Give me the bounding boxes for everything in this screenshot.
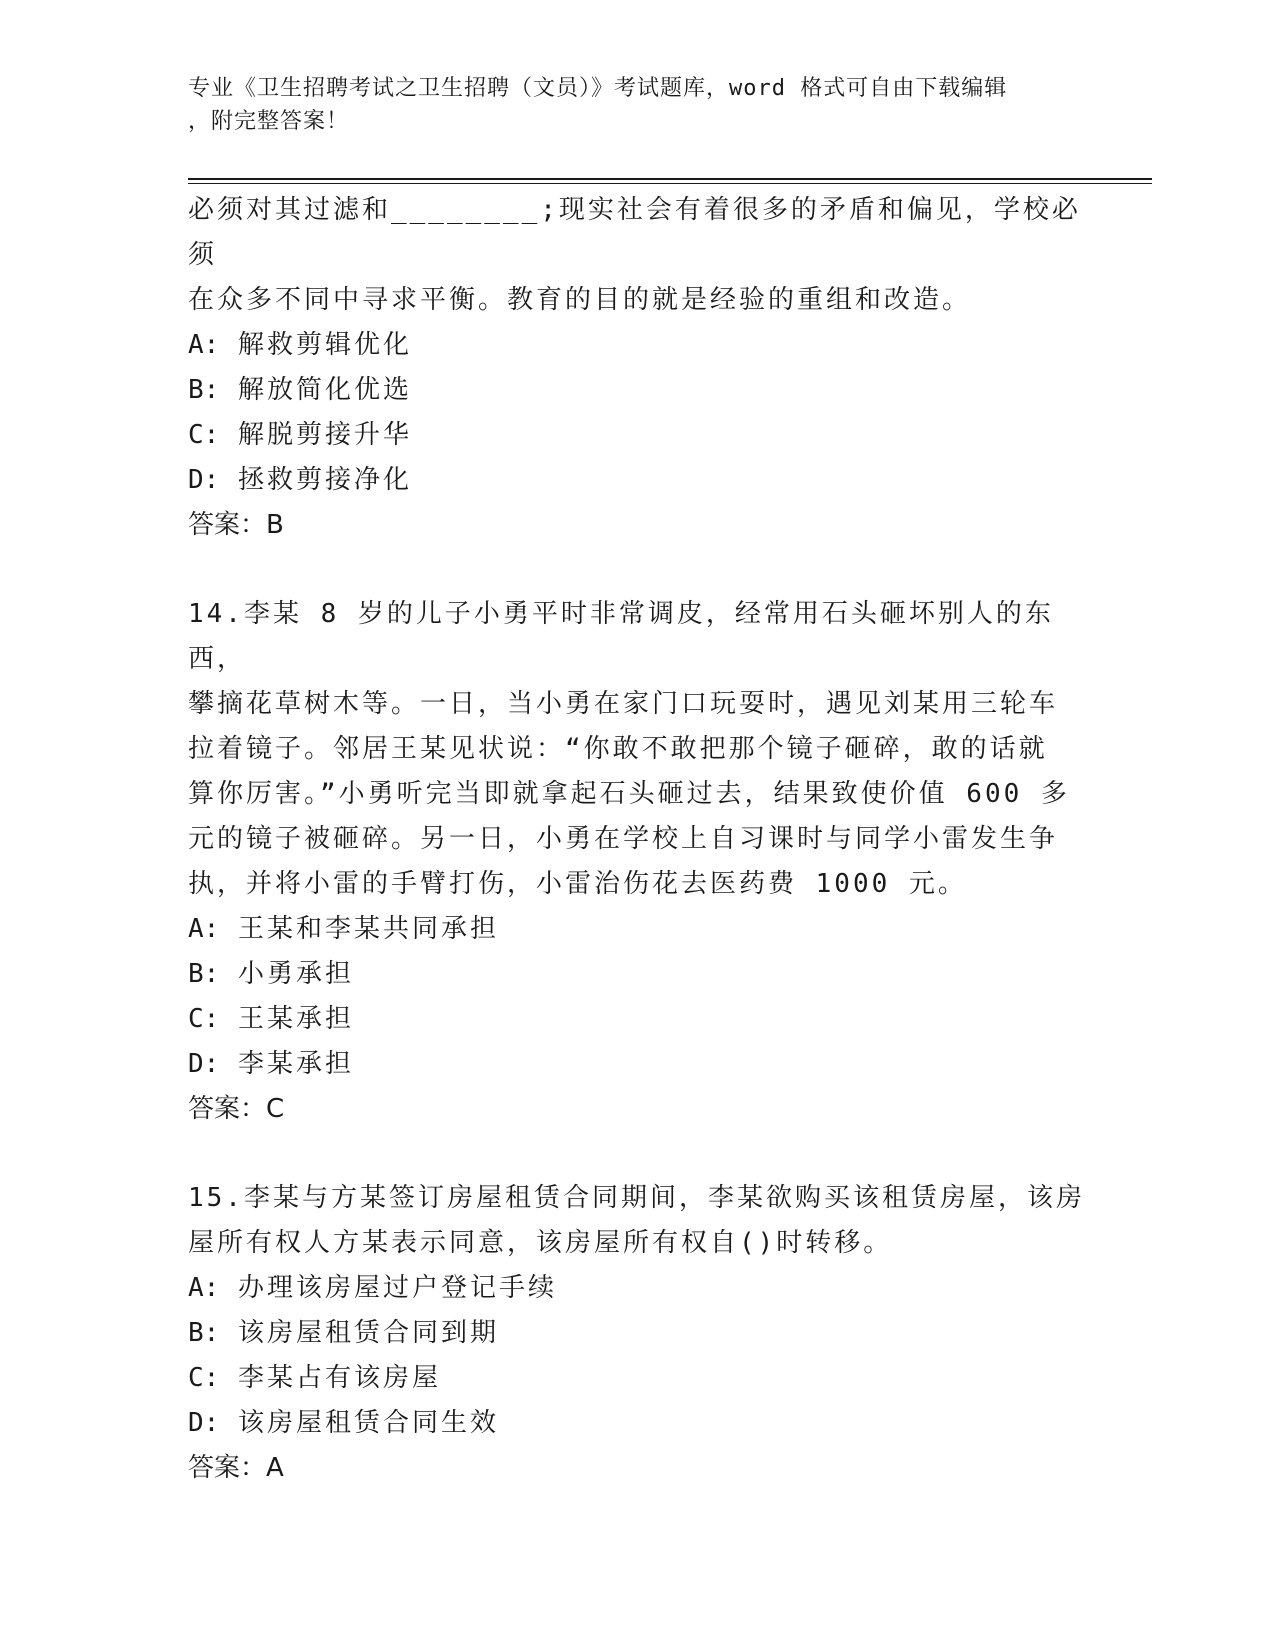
answer-line: 答案：B — [188, 510, 284, 540]
option-c — [188, 997, 1088, 1042]
option-text: 李某占有该房屋 — [237, 1363, 441, 1393]
answer-line: 答案：C — [188, 1094, 285, 1124]
option-text: 解救剪辑优化 — [237, 330, 412, 360]
header-line-1: 专业《卫生招聘考试之卫生招聘（文员）》考试题库，word 格式可自由下载编辑 — [188, 76, 1008, 101]
option-b — [188, 1311, 1088, 1356]
option-b — [188, 952, 1088, 997]
option-d — [188, 458, 1088, 503]
option-key: D: — [188, 1408, 220, 1438]
option-d — [188, 1042, 1088, 1087]
option-text: 小勇承担 — [237, 959, 354, 989]
option-c — [188, 413, 1088, 458]
option-a — [188, 323, 1088, 368]
question-text-line: 攀摘花草树木等。一日，当小勇在家门口玩耍时，遇见刘某用三轮车 — [188, 689, 1059, 719]
option-text: 该房屋租赁合同到期 — [237, 1318, 499, 1348]
question-text-line: 必须对其过滤和________;现实社会有着很多的矛盾和偏见，学校必须 — [188, 195, 1081, 270]
option-text: 王某和李某共同承担 — [237, 914, 499, 944]
header-line-2: ，附完整答案！ — [188, 109, 350, 134]
option-text: 该房屋租赁合同生效 — [237, 1408, 499, 1438]
question-text-line: 在众多不同中寻求平衡。教育的目的就是经验的重组和改造。 — [188, 285, 972, 315]
option-key: B: — [188, 375, 220, 405]
option-text: 解脱剪接升华 — [237, 420, 412, 450]
option-text: 解放简化优选 — [237, 375, 412, 405]
option-key: C: — [188, 1004, 220, 1034]
option-a — [188, 1266, 1088, 1311]
header-divider-thin — [188, 183, 1152, 184]
option-key: D: — [188, 1049, 220, 1079]
question-text-line: 屋所有权人方某表示同意，该房屋所有权自()时转移。 — [188, 1228, 893, 1258]
option-d — [188, 1401, 1088, 1446]
option-key: A: — [188, 330, 220, 360]
document-body — [188, 188, 1088, 1491]
question-text-line: 14.李某 8 岁的儿子小勇平时非常调皮，经常用石头砸坏别人的东西， — [188, 599, 1054, 674]
question-text-line: 执，并将小雷的手臂打伤，小雷治伤花去医药费 1000 元。 — [188, 869, 967, 899]
question-text-line: 元的镜子被砸碎。另一日，小勇在学校上自习课时与同学小雷发生争 — [188, 824, 1059, 854]
answer-line: 答案：A — [188, 1453, 284, 1483]
option-text: 拯救剪接净化 — [237, 465, 412, 495]
option-text: 李某承担 — [237, 1049, 354, 1079]
question-text-line: 15.李某与方某签订房屋租赁合同期间，李某欲购买该租赁房屋，该房 — [188, 1183, 1085, 1213]
question-15 — [188, 1176, 1088, 1491]
option-key: B: — [188, 959, 220, 989]
option-key: A: — [188, 914, 220, 944]
option-key: B: — [188, 1318, 220, 1348]
option-b — [188, 368, 1088, 413]
document-header — [188, 72, 1088, 138]
option-text: 办理该房屋过户登记手续 — [237, 1273, 557, 1303]
option-a — [188, 907, 1088, 952]
question-text-line: 拉着镜子。邻居王某见状说：“你敢不敢把那个镜子砸碎，敢的话就 — [188, 734, 1048, 764]
option-text: 王某承担 — [237, 1004, 354, 1034]
option-key: C: — [188, 1363, 220, 1393]
question-13-continued — [188, 188, 1088, 548]
option-key: C: — [188, 420, 220, 450]
option-key: D: — [188, 465, 220, 495]
option-key: A: — [188, 1273, 220, 1303]
question-14 — [188, 592, 1088, 1132]
option-c — [188, 1356, 1088, 1401]
header-divider-thick — [188, 178, 1152, 180]
question-text-line: 算你厉害。”小勇听完当即就拿起石头砸过去，结果致使价值 600 多 — [188, 779, 1070, 809]
